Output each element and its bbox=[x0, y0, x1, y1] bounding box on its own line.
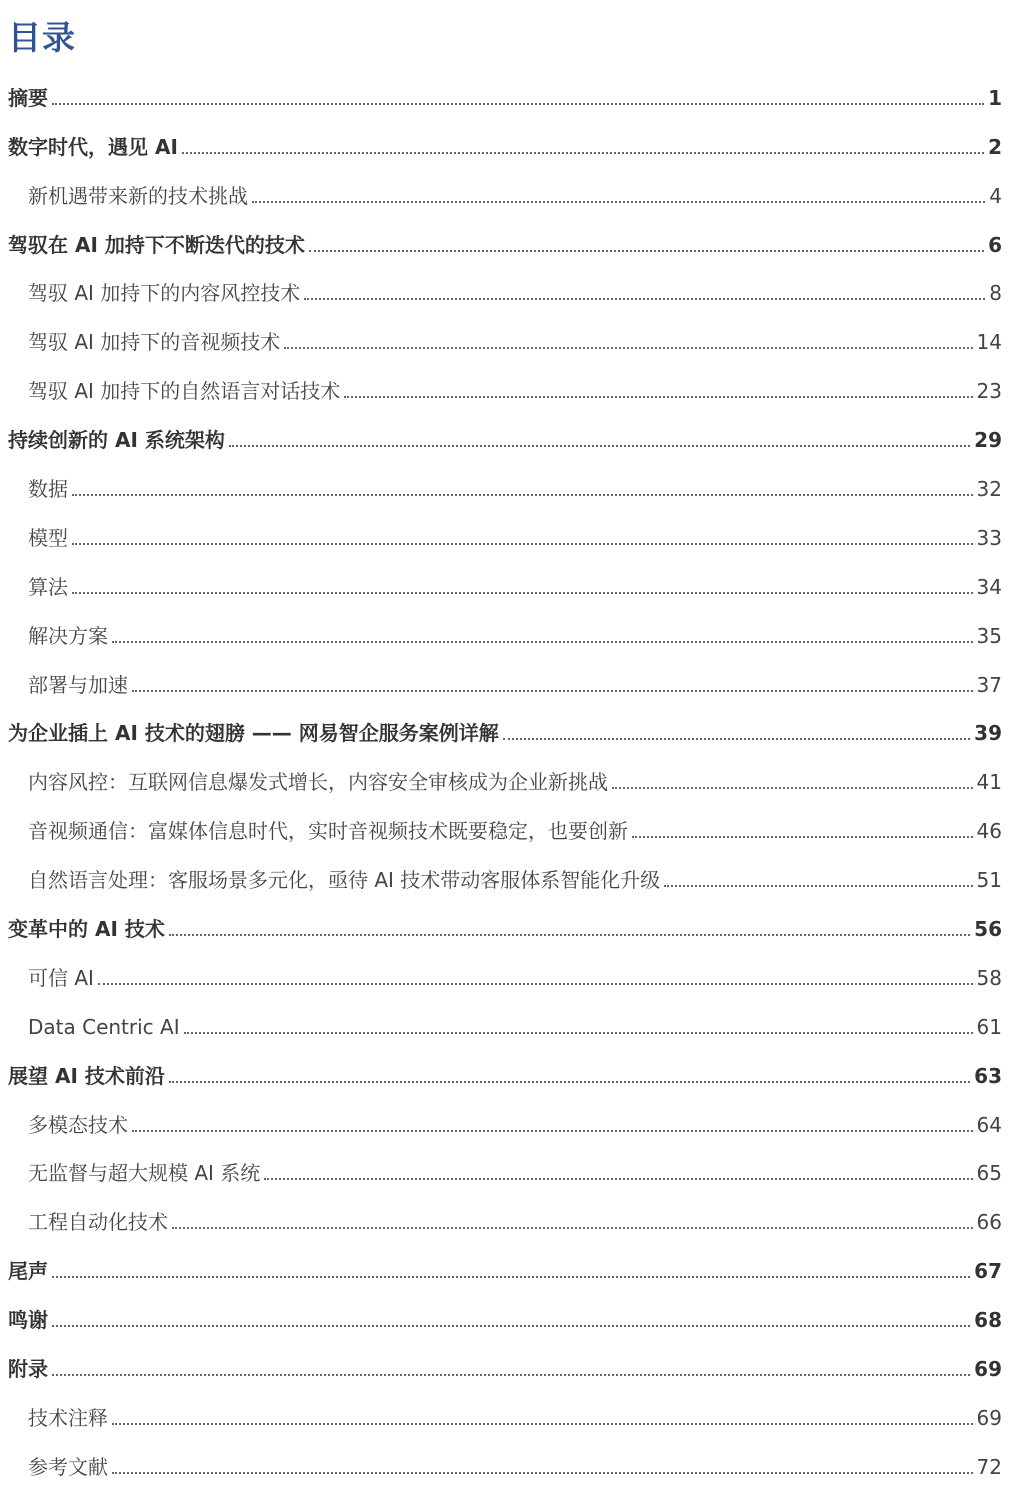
toc-entry-section[interactable] bbox=[0, 1443, 1012, 1492]
toc-entry-label: 工程自动化技术 bbox=[28, 1210, 168, 1235]
toc-entry-page-number: 67 bbox=[974, 1259, 1002, 1284]
toc-dot-leader bbox=[304, 298, 985, 300]
toc-entry-label: 变革中的 AI 技术 bbox=[8, 917, 165, 942]
toc-entry-label: 数字时代，遇见 AI bbox=[8, 134, 178, 159]
toc-entry-section[interactable] bbox=[0, 612, 1012, 661]
toc-entry-chapter[interactable] bbox=[0, 416, 1012, 465]
toc-entry-section[interactable] bbox=[0, 856, 1012, 905]
toc-entry-label: 可信 AI bbox=[28, 965, 94, 990]
toc-entry-page-number: 65 bbox=[976, 1161, 1002, 1186]
toc-list bbox=[0, 74, 1012, 1492]
toc-dot-leader bbox=[229, 445, 970, 447]
toc-dot-leader bbox=[132, 1130, 973, 1132]
toc-entry-section[interactable] bbox=[0, 514, 1012, 563]
toc-dot-leader bbox=[632, 836, 973, 838]
toc-entry-label: 技术注释 bbox=[28, 1405, 108, 1430]
toc-entry-label: 附录 bbox=[8, 1357, 48, 1382]
toc-entry-section[interactable] bbox=[0, 318, 1012, 367]
toc-entry-page-number: 37 bbox=[976, 672, 1002, 697]
toc-entry-chapter[interactable] bbox=[0, 1247, 1012, 1296]
toc-entry-chapter[interactable] bbox=[0, 1296, 1012, 1345]
toc-entry-label: 驾驭 AI 加持下的内容风控技术 bbox=[28, 281, 301, 306]
toc-entry-page-number: 58 bbox=[976, 965, 1002, 990]
toc-entry-section[interactable] bbox=[0, 367, 1012, 416]
toc-entry-page-number: 61 bbox=[976, 1014, 1002, 1039]
toc-entry-section[interactable] bbox=[0, 1003, 1012, 1052]
toc-entry-page-number: 14 bbox=[976, 330, 1002, 355]
toc-entry-section[interactable] bbox=[0, 661, 1012, 710]
toc-entry-label: 部署与加速 bbox=[28, 672, 128, 697]
toc-entry-page-number: 63 bbox=[974, 1063, 1002, 1088]
toc-dot-leader bbox=[72, 543, 973, 545]
toc-dot-leader bbox=[664, 885, 972, 887]
toc-entry-label: 新机遇带来新的技术挑战 bbox=[28, 183, 248, 208]
toc-dot-leader bbox=[284, 347, 972, 349]
toc-entry-label: 多模态技术 bbox=[28, 1112, 128, 1137]
toc-entry-page-number: 41 bbox=[976, 770, 1002, 795]
toc-dot-leader bbox=[72, 592, 973, 594]
toc-entry-page-number: 1 bbox=[988, 85, 1002, 110]
toc-entry-label: 为企业插上 AI 技术的翅膀 —— 网易智企服务案例详解 bbox=[8, 721, 499, 746]
toc-entry-page-number: 68 bbox=[974, 1308, 1002, 1333]
toc-entry-section[interactable] bbox=[0, 172, 1012, 221]
toc-entry-page-number: 64 bbox=[976, 1112, 1002, 1137]
toc-entry-page-number: 56 bbox=[974, 917, 1002, 942]
toc-title: 目录 bbox=[8, 18, 76, 57]
toc-entry-label: 参考文献 bbox=[28, 1454, 108, 1479]
toc-entry-section[interactable] bbox=[0, 465, 1012, 514]
toc-entry-chapter[interactable] bbox=[0, 123, 1012, 172]
toc-dot-leader bbox=[252, 201, 985, 203]
toc-entry-page-number: 51 bbox=[976, 868, 1002, 893]
toc-entry-page-number: 69 bbox=[974, 1357, 1002, 1382]
toc-entry-page-number: 29 bbox=[974, 428, 1002, 453]
toc-entry-page-number: 33 bbox=[976, 525, 1002, 550]
toc-entry-label: 无监督与超大规模 AI 系统 bbox=[28, 1161, 261, 1186]
toc-entry-label: 尾声 bbox=[8, 1259, 48, 1284]
toc-entry-section[interactable] bbox=[0, 1101, 1012, 1150]
toc-dot-leader bbox=[112, 641, 973, 643]
toc-entry-label: 算法 bbox=[28, 574, 68, 599]
toc-entry-label: 音视频通信：富媒体信息时代，实时音视频技术既要稳定，也要创新 bbox=[28, 819, 628, 844]
toc-entry-page-number: 39 bbox=[974, 721, 1002, 746]
toc-dot-leader bbox=[184, 1032, 973, 1034]
toc-entry-page-number: 69 bbox=[976, 1405, 1002, 1430]
toc-entry-label: Data Centric AI bbox=[28, 1014, 180, 1039]
toc-entry-page-number: 2 bbox=[988, 134, 1002, 159]
toc-entry-chapter[interactable] bbox=[0, 221, 1012, 270]
toc-entry-section[interactable] bbox=[0, 1394, 1012, 1443]
toc-dot-leader bbox=[169, 1081, 970, 1083]
toc-dot-leader bbox=[169, 934, 970, 936]
toc-entry-label: 展望 AI 技术前沿 bbox=[8, 1063, 165, 1088]
toc-entry-chapter[interactable] bbox=[0, 710, 1012, 759]
toc-entry-page-number: 46 bbox=[976, 819, 1002, 844]
toc-entry-label: 驾驭 AI 加持下的自然语言对话技术 bbox=[28, 379, 341, 404]
toc-entry-page-number: 32 bbox=[976, 477, 1002, 502]
toc-dot-leader bbox=[98, 983, 973, 985]
toc-entry-page-number: 66 bbox=[976, 1210, 1002, 1235]
toc-entry-section[interactable] bbox=[0, 270, 1012, 319]
toc-entry-chapter[interactable] bbox=[0, 74, 1012, 123]
toc-entry-label: 摘要 bbox=[8, 85, 48, 110]
toc-entry-label: 数据 bbox=[28, 477, 68, 502]
toc-dot-leader bbox=[182, 152, 984, 154]
toc-dot-leader bbox=[172, 1227, 973, 1229]
toc-entry-chapter[interactable] bbox=[0, 1052, 1012, 1101]
toc-entry-label: 驾驭 AI 加持下的音视频技术 bbox=[28, 330, 281, 355]
toc-entry-section[interactable] bbox=[0, 1150, 1012, 1199]
toc-entry-section[interactable] bbox=[0, 807, 1012, 856]
toc-entry-page-number: 72 bbox=[976, 1454, 1002, 1479]
toc-entry-chapter[interactable] bbox=[0, 1345, 1012, 1394]
toc-entry-label: 内容风控：互联网信息爆发式增长，内容安全审核成为企业新挑战 bbox=[28, 770, 608, 795]
toc-entry-page-number: 6 bbox=[988, 232, 1002, 257]
toc-entry-chapter[interactable] bbox=[0, 905, 1012, 954]
toc-entry-section[interactable] bbox=[0, 1198, 1012, 1247]
toc-entry-page-number: 8 bbox=[989, 281, 1002, 306]
toc-dot-leader bbox=[112, 1423, 973, 1425]
toc-entry-page-number: 35 bbox=[976, 623, 1002, 648]
toc-entry-page-number: 23 bbox=[976, 379, 1002, 404]
toc-entry-label: 驾驭在 AI 加持下不断迭代的技术 bbox=[8, 232, 305, 257]
toc-entry-label: 鸣谢 bbox=[8, 1308, 48, 1333]
toc-dot-leader bbox=[132, 690, 973, 692]
toc-entry-page-number: 4 bbox=[989, 183, 1002, 208]
toc-entry-label: 解决方案 bbox=[28, 623, 108, 648]
toc-dot-leader bbox=[503, 738, 970, 740]
toc-dot-leader bbox=[344, 396, 972, 398]
toc-dot-leader bbox=[309, 250, 984, 252]
toc-entry-section[interactable] bbox=[0, 954, 1012, 1003]
toc-entry-section[interactable] bbox=[0, 758, 1012, 807]
toc-entry-section[interactable] bbox=[0, 563, 1012, 612]
toc-dot-leader bbox=[52, 1276, 970, 1278]
toc-dot-leader bbox=[52, 103, 984, 105]
toc-dot-leader bbox=[612, 787, 973, 789]
toc-entry-label: 持续创新的 AI 系统架构 bbox=[8, 428, 225, 453]
toc-dot-leader bbox=[72, 494, 973, 496]
toc-entry-label: 模型 bbox=[28, 525, 68, 550]
toc-dot-leader bbox=[112, 1472, 973, 1474]
toc-dot-leader bbox=[264, 1178, 972, 1180]
toc-entry-page-number: 34 bbox=[976, 574, 1002, 599]
toc-dot-leader bbox=[52, 1374, 970, 1376]
toc-entry-label: 自然语言处理：客服场景多元化，亟待 AI 技术带动客服体系智能化升级 bbox=[28, 868, 661, 893]
toc-dot-leader bbox=[52, 1325, 970, 1327]
